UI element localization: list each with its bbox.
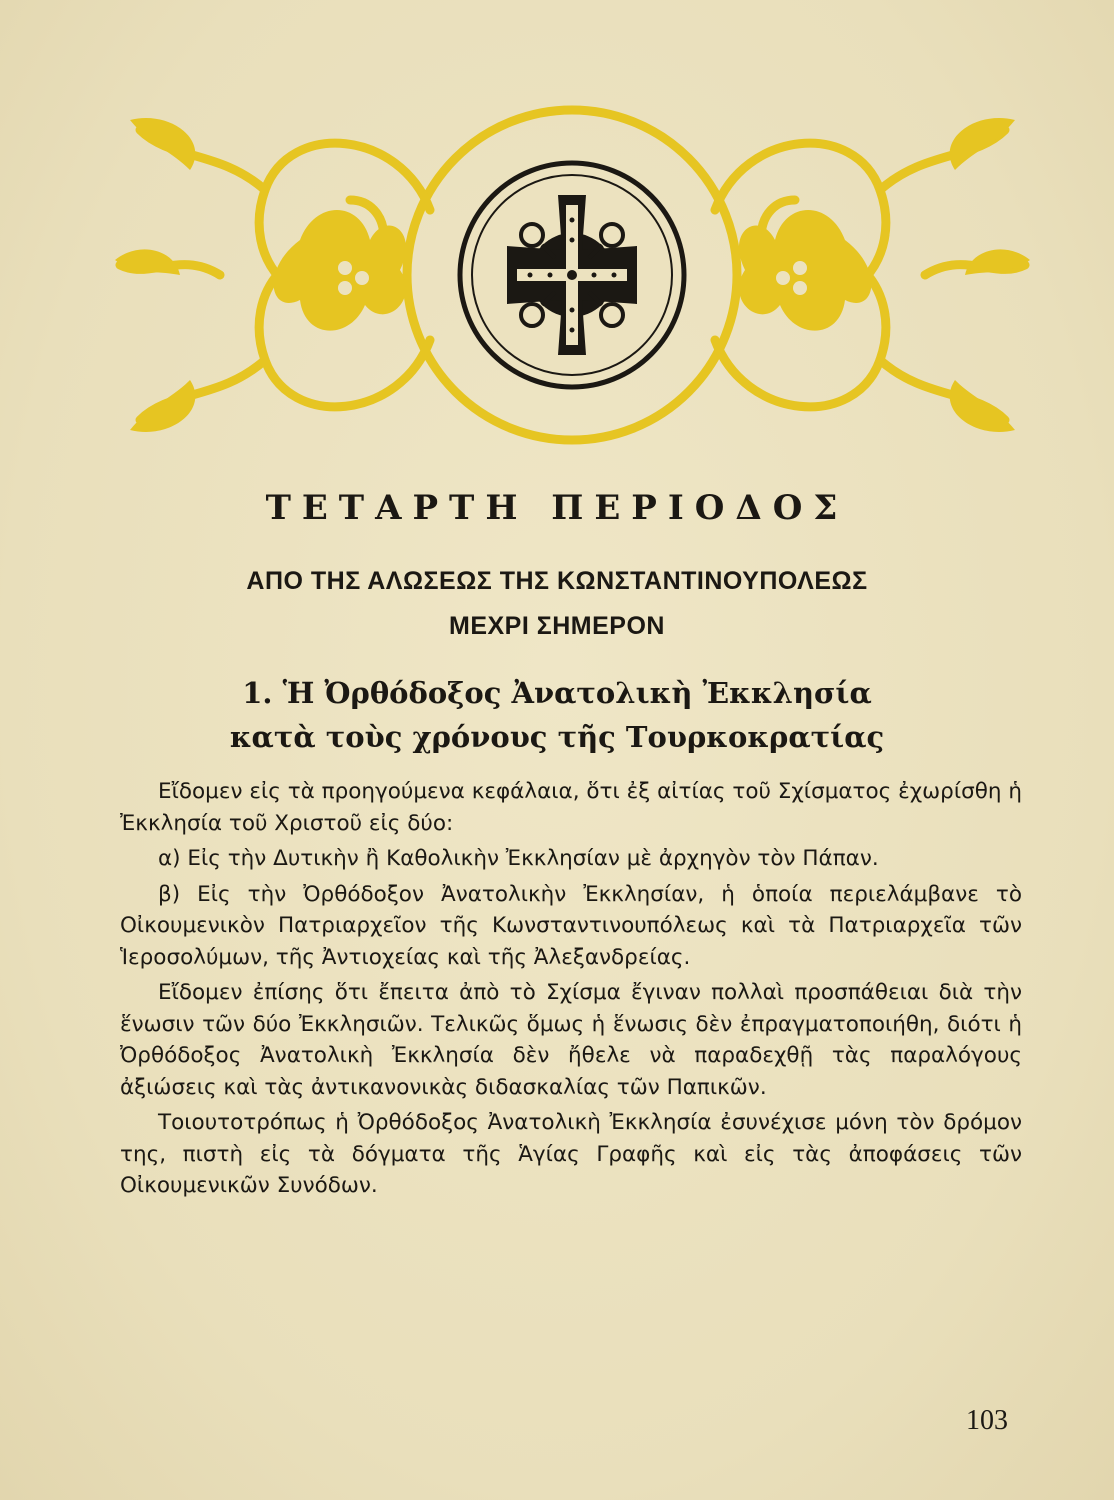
chapter-title-line2: κατὰ τοὺς χρόνους τῆς Τουρκοκρατίας bbox=[229, 720, 885, 754]
paragraph: α) Εἰς τὴν Δυτικὴν ἢ Καθολικὴν Ἐκκλησίαν μὲ ἀρχηγὸν τὸν Πάπαν. bbox=[158, 846, 879, 871]
paragraph: Εἴδομεν ἐπίσης ὅτι ἔπειτα ἀπὸ τὸ Σχίσμα ἔγιναν πολλαὶ προσπάθειαι διὰ τὴν ἕνωσιν τῶν δύο Ἐκκλησιῶν. Τελικῶς ὅμως ἡ ἕνωσις δὲν ἐπραγματοποιήθη, διότι ἡ Ὀρθόδοξος Ἀνατολικὴ Ἐκκλησία δὲν ἤθελε νὰ παραδεχθῇ τὰς παραλόγους ἀξιώσεις καὶ τὰς ἀντικανονικὰς διδασκαλίας τῶν Παπικῶν. bbox=[120, 980, 1022, 1100]
period-heading: ΤΕΤΑΡΤΗ ΠΕΡΙΟΔΟΣ bbox=[265, 488, 849, 528]
paragraph: β) Εἰς τὴν Ὀρθόδοξον Ἀνατολικὴν Ἐκκλησίαν, ἡ ὁποία περιελάμβανε τὸ Οἰκουμενικὸν Πατριαρχεῖον τῆς Κωνσταντινουπόλεως καὶ τὰ Πατριαρχεῖα τῶν Ἱεροσολύμων, τῆς Ἀντιοχείας καὶ τῆς Ἀλεξανδρείας. bbox=[120, 881, 1022, 970]
byzantine-cross-medallion-icon bbox=[100, 90, 1045, 460]
period-subtitle-line1: ΑΠΟ ΤΗΣ ΑΛΩΣΕΩΣ ΤΗΣ ΚΩΝΣΤΑΝΤΙΝΟΥΠΟΛΕΩΣ bbox=[246, 567, 868, 595]
body-text bbox=[120, 776, 1022, 1206]
period-subtitle-line2: ΜΕΧΡΙ ΣΗΜΕΡΟΝ bbox=[449, 612, 665, 640]
paragraph: Εἴδομεν εἰς τὰ προηγούμενα κεφάλαια, ὅτι ἐξ αἰτίας τοῦ Σχίσματος ἐχωρίσθη ἡ Ἐκκλησία τοῦ Χριστοῦ εἰς δύο: bbox=[120, 779, 1022, 836]
paragraph: Τοιουτοτρόπως ἡ Ὀρθόδοξος Ἀνατολικὴ Ἐκκλησία ἐσυνέχισε μόνη τὸν δρόμον της, πιστὴ εἰς τὰ δόγματα τῆς Ἁγίας Γραφῆς καὶ εἰς τὰς ἀποφάσεις τῶν Οἰκουμενικῶν Συνόδων. bbox=[120, 1110, 1022, 1198]
chapter-title-line1: 1. Ἡ Ὀρθόδοξος Ἀνατολικὴ Ἐκκλησία bbox=[242, 676, 872, 710]
page-number: 103 bbox=[966, 1405, 1008, 1436]
